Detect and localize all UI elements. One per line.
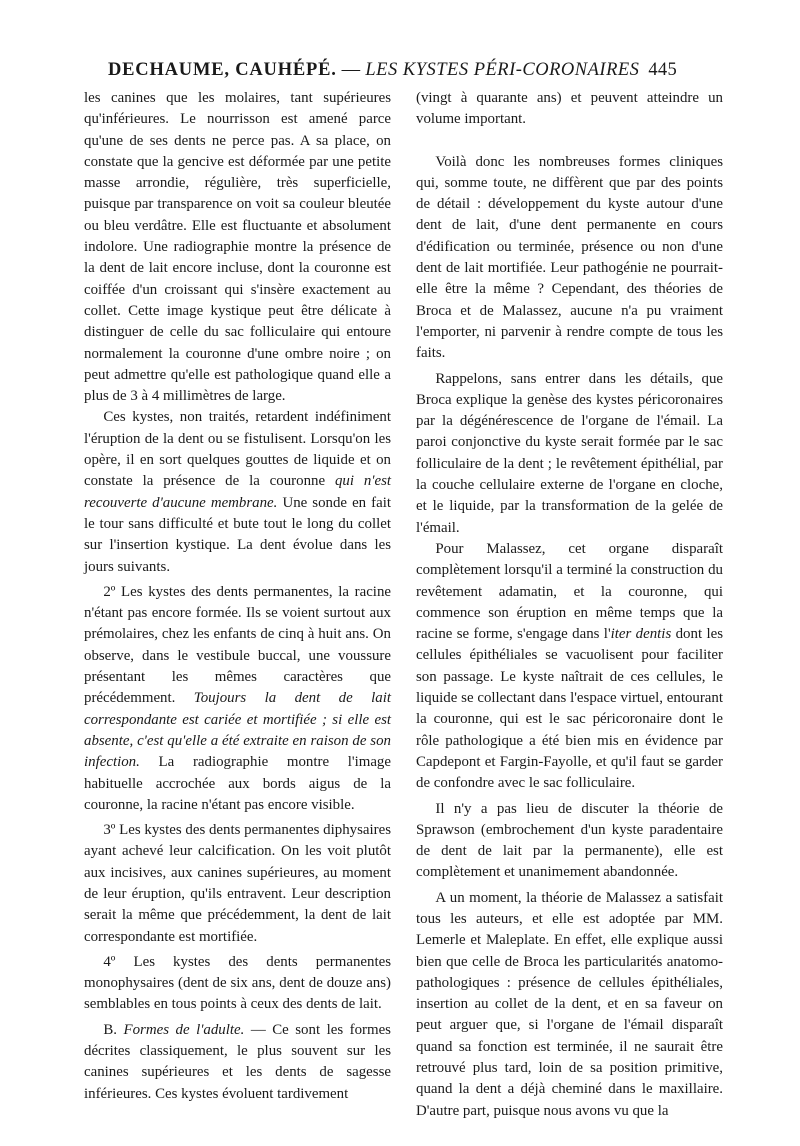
emphasis-text: qui n'est recouverte d'aucune membrane. — [84, 473, 392, 511]
left-column — [84, 88, 391, 1105]
paragraph: Il n'y a pas lieu de discuter la théorie de Sprawson (embrochement d'un kyste paradentaire de dent de lait par la permanente), elle est complètement et unanimement abandonnée. — [416, 800, 723, 881]
text-run: Une sonde en fait le tour sans difficulté et bute tout le long du collet sur l'insertion kystique. La dent évolue dans les jours suivants. — [84, 494, 392, 575]
text-run: 2º Les kystes des dents permanentes, la racine n'étant pas encore formée. Ils se voient surtout aux prémolaires, chez les enfants de cinq à huit ans. On observe, dans le vestibule buccal, une voussure présentant les mêmes caractères que précédemment. — [84, 583, 391, 707]
text-run: Ces kystes, non traités, retardent indéfiniment l'éruption de la dent ou se fistulisent. Lorsqu'on les opère, il en sort quelques gouttes de liquide et on constate la présence de la couronne — [84, 409, 391, 490]
header-separator: — — [341, 60, 361, 80]
paragraph — [416, 539, 723, 795]
text-run: — Ce sont les formes décrites classiquement, le plus souvent sur les canines supérieures et les dents de sagesse inférieures. Ces kystes évoluent tardivement — [84, 1021, 391, 1102]
text-run: Pour Malassez, cet organe disparaît complètement lorsqu'il a terminé la construction du revêtement adamatin, et la couronne, qui commence son éruption en même temps que la racine se forme, s'engage dans l' — [416, 540, 723, 643]
text-run: B. — [103, 1021, 124, 1038]
paragraph: 3º Les kystes des dents permanentes diphysaires ayant achevé leur calcification. On les voit plutôt aux incisives, aux canines supérieures, au moment de leur éruption, qu'ils entravent. Leur description serait la même que précédemment, la dent de lait correspondante est mortifiée. — [84, 822, 391, 945]
header-authors: DECHAUME, CAUHÉPÉ. — [108, 60, 337, 80]
text-run: La radiographie montre l'image habituelle accrochée aux bords aigus de la couronne, la racine n'étant pas encore visible. — [84, 754, 391, 813]
paragraph: 4º Les kystes des dents permanentes monophysaires (dent de six ans, dent de douze ans) semblables en tous points à ceux des dents de lait. — [84, 953, 391, 1013]
paragraph: Rappelons, sans entrer dans les détails, que Broca explique la genèse des kystes péricoronaires par la dégénérescence de l'organe de l'émail. La paroi conjonctive du kyste serait formée par le sac folliculaire de la dent ; le revêtement épithélial, par la couche cellulaire externe de l'organe en cloche, et le liquide, par la transformation de la gelée de l'émail. — [416, 370, 723, 536]
right-column — [416, 88, 723, 1122]
emphasis-text: iter dentis — [610, 626, 672, 643]
paragraph: Voilà donc les nombreuses formes cliniques qui, somme toute, ne diffèrent que par des points de détail : développement du kyste autour d'une dent de lait, d'une dent permanente en cours d'édification ou terminée, présence ou non d'une dent de lait mortifiée. Leur pathogénie ne pourrait-elle être la même ? Cependant, des théories de Broca et de Malassez, aucune n'a pu vraiment l'emporter, ni parvenir à rendre compte de tous les faits. — [416, 153, 723, 362]
emphasis-text: Toujours la dent de lait correspondante est cariée et mortifiée ; si elle est absente, c'est qu'elle a été extraite en raison de son infection. — [84, 690, 391, 771]
paragraph: (vingt à quarante ans) et peuvent atteindre un volume important. — [416, 90, 723, 128]
paragraph: A un moment, la théorie de Malassez a satisfait tous les auteurs, et elle est adoptée par MM. Lemerle et Maleplate. En effet, elle explique aussi bien que celle de Broca les particularités anatomo-pathologiques : présence de cellules épithéliales, insertion au collet de la dent, et en sa faveur on peut arguer que, si l'organe de l'émail disparaît quand sa fonction est terminée, il ne saurait être retrouvé plus tard, loin de sa position primitive, quand la dent a déjà cheminé dans le maxillaire. D'autre part, puisque nous avons vu que la — [416, 889, 723, 1119]
paragraph — [84, 582, 391, 816]
paragraph — [84, 407, 391, 577]
header-title: LES KYSTES PÉRI-CORONAIRES — [365, 60, 640, 80]
page-number: 445 — [648, 60, 678, 80]
section-heading-italic: Formes de l'adulte. — [123, 1021, 245, 1038]
paragraph: les canines que les molaires, tant supérieures qu'inférieures. Le nourrisson est amené parce qu'une de ses dents ne perce pas. A sa place, on constate que la gencive est déformée par une petite masse arrondie, régulière, très superficielle, puisque par transparence on voit sa couleur bleutée ou bleu verdâtre. Elle est fluctuante et absolument indolore. Une radiographie montre la présence de la dent de lait encore incluse, dont la couronne est coiffée d'un croissant qui s'insère exactement au collet. Cette image kystique peut être délicate à distinguer de celle du sac folliculaire qui entoure normalement la couronne d'une ombre noire ; on peut admettre qu'elle est pathologique quand elle a plus de 3 à 4 millimètres de large. — [84, 90, 391, 405]
paragraph — [84, 1020, 391, 1105]
text-run: dont les cellules épithéliales se vacuolisent pour faciliter son passage. Le kyste naîtrait de ces cellules, le liquide se collectant dans l'espace virtuel, entourant la couronne, qui est le sac péricoronaire dont le rôle pathologique a été bien mis en évidence par Capdepont et Fargin-Fayolle, et qu'il faut se garder de confondre avec le sac folliculaire. — [416, 626, 723, 792]
running-header — [108, 60, 708, 81]
